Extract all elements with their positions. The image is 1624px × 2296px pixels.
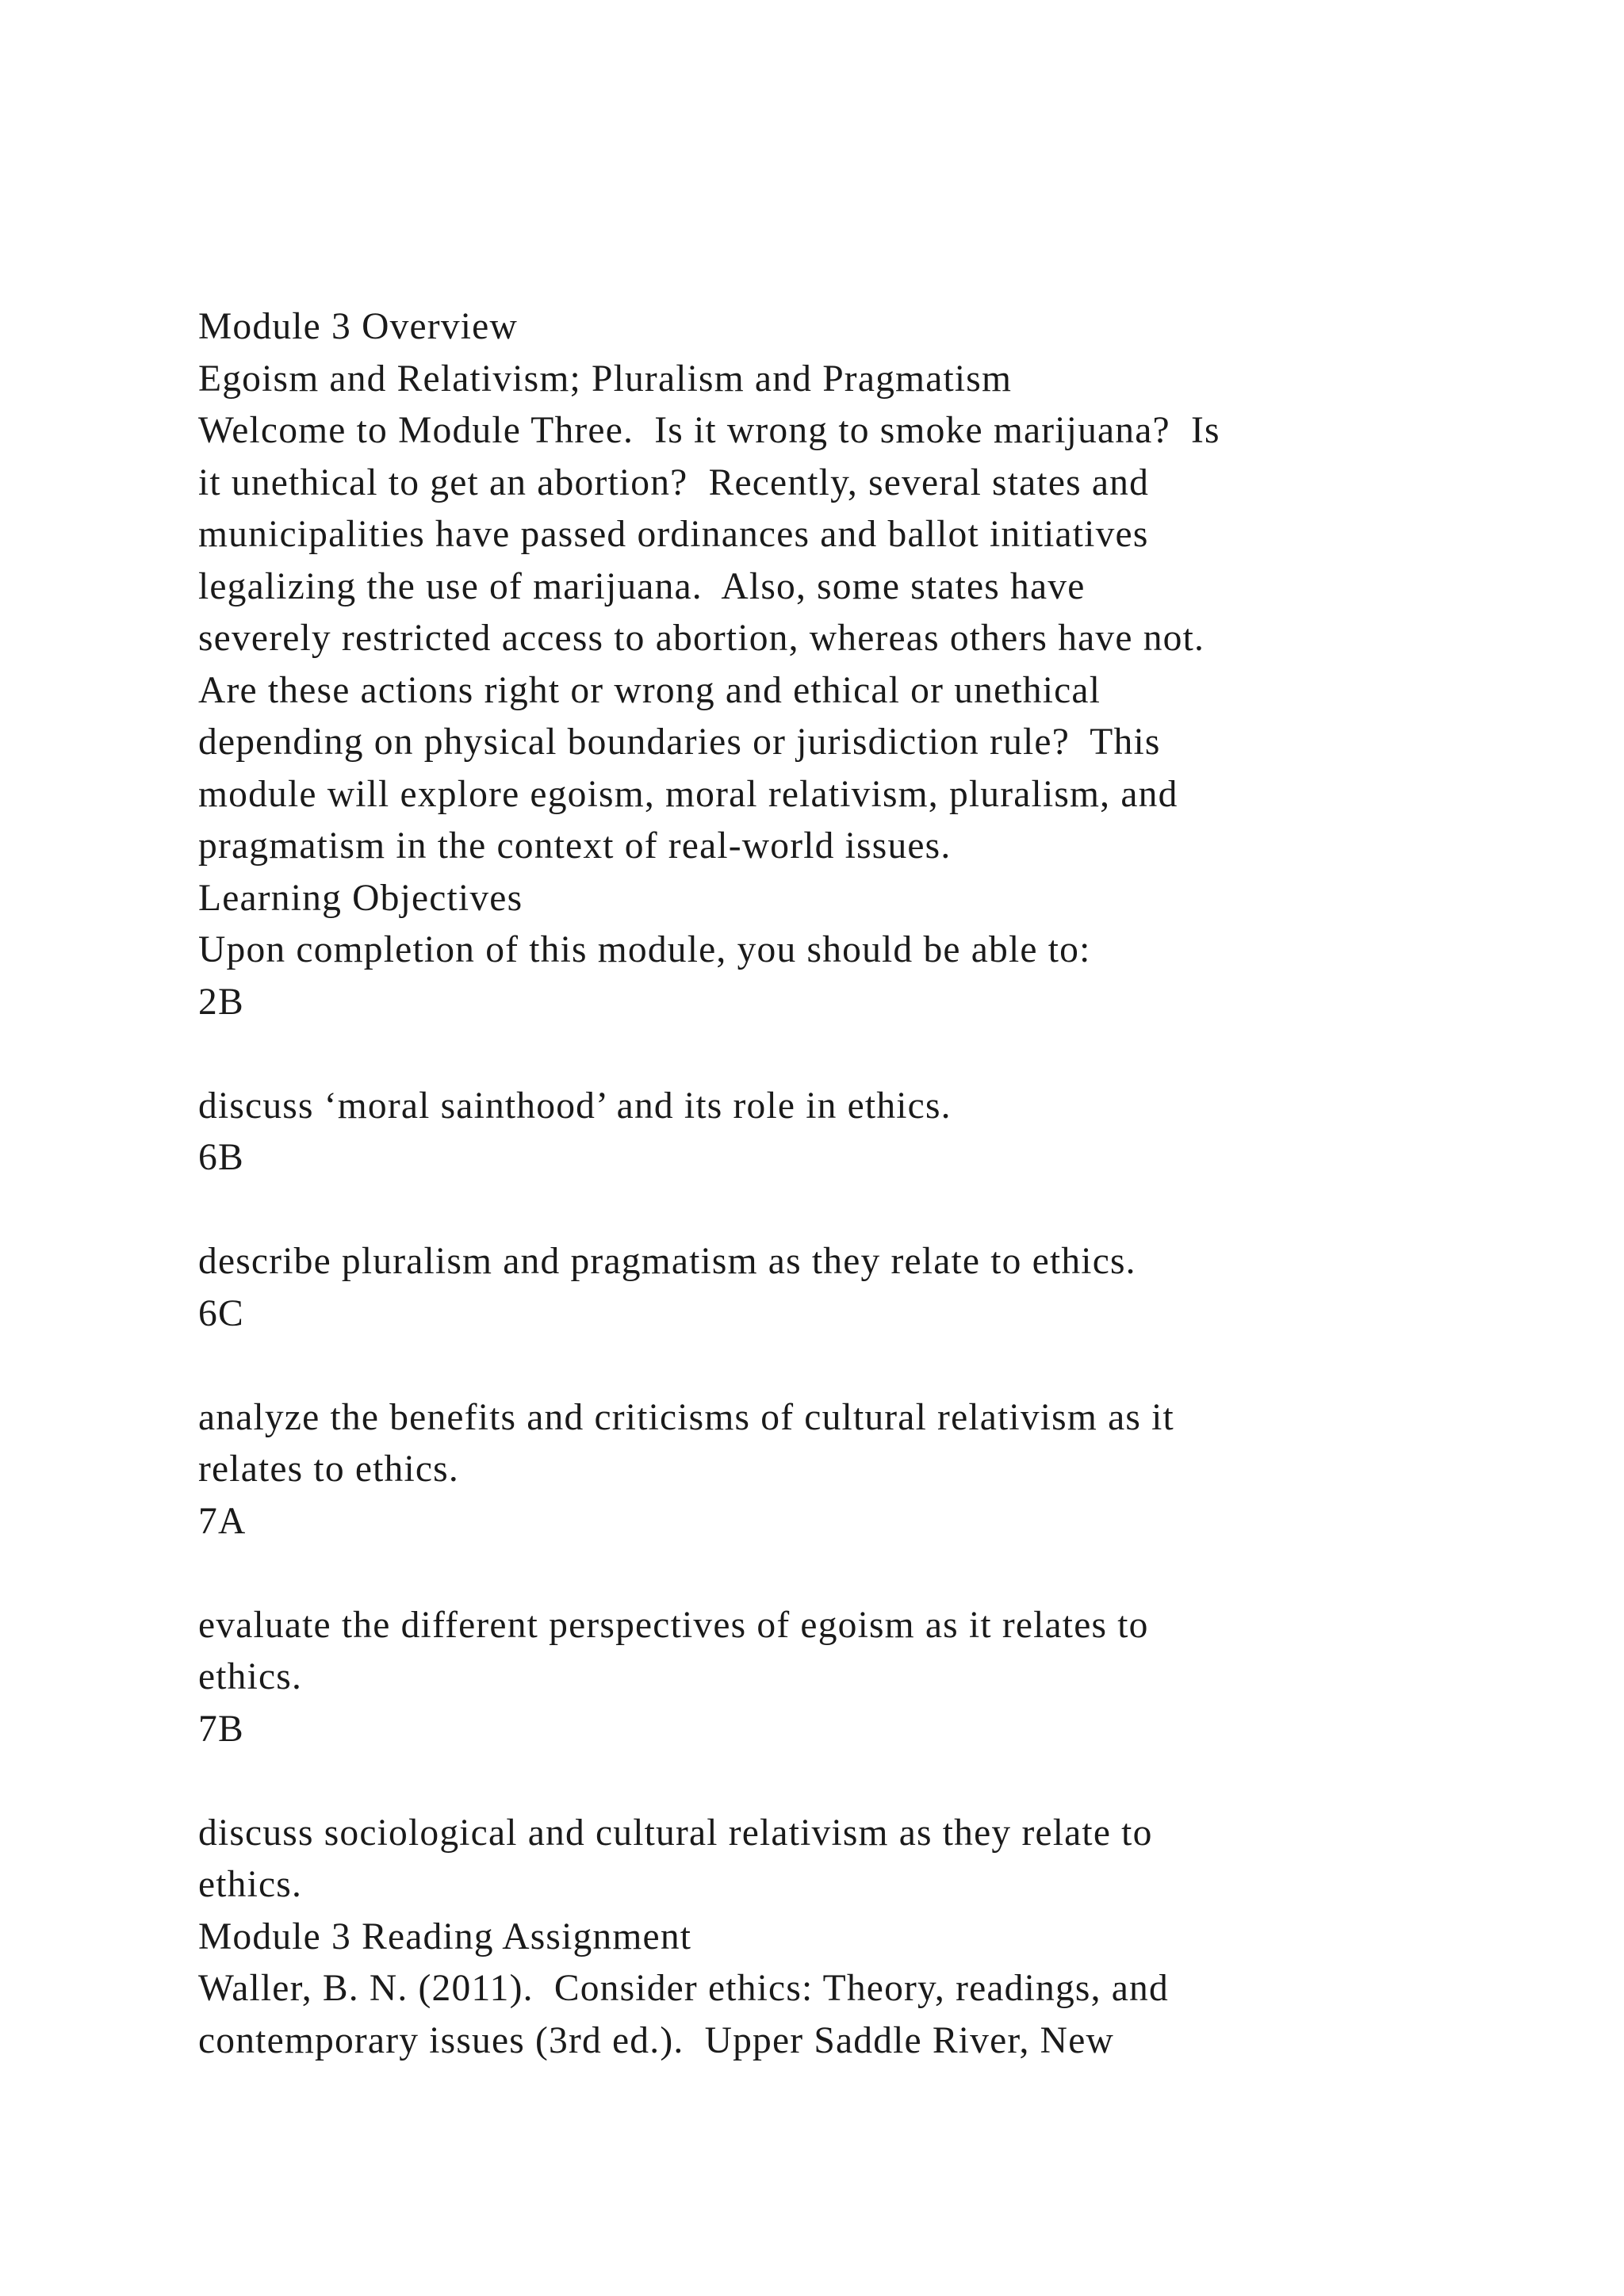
objective-code: 7B (198, 1708, 244, 1750)
intro-paragraph-line: municipalities have passed ordinances and ballot initiatives (198, 514, 1149, 555)
objective-text: ethics. (198, 1656, 303, 1697)
reading-assignment-heading: Module 3 Reading Assignment (198, 1915, 692, 1957)
blank-line (198, 1755, 1546, 1808)
learning-objectives-heading: Learning Objectives (198, 877, 523, 919)
intro-paragraph-line: Are these actions right or wrong and ethical or unethical (198, 669, 1101, 711)
objective-code: 6B (198, 1137, 244, 1178)
intro-paragraph-line: it unethical to get an abortion? Recently, several states and (198, 461, 1150, 503)
objective-text: evaluate the different perspectives of egoism as it relates to (198, 1604, 1149, 1646)
citation-line: Waller, B. N. (2011). Consider ethics: Theory, readings, and (198, 1968, 1169, 2009)
blank-line (198, 1184, 1546, 1237)
objective-text: relates to ethics. (198, 1448, 459, 1490)
intro-paragraph-line: severely restricted access to abortion, whereas others have not. (198, 618, 1205, 659)
objectives-intro: Upon completion of this module, you should be able to: (198, 929, 1091, 970)
objective-code: 6C (198, 1292, 244, 1334)
citation-line: contemporary issues (3rd ed.). Upper Saddle River, New (198, 2019, 1114, 2061)
blank-line (198, 1340, 1546, 1392)
objective-text: discuss ‘moral sainthood’ and its role in ethics. (198, 1085, 952, 1127)
document-page (198, 301, 1546, 2067)
objective-text: discuss sociological and cultural relativism as they relate to (198, 1812, 1153, 1854)
intro-paragraph-line: module will explore egoism, moral relativism, pluralism, and (198, 773, 1178, 815)
blank-line (198, 1028, 1546, 1081)
objective-text: ethics. (198, 1864, 303, 1905)
objective-text: analyze the benefits and criticisms of cultural relativism as it (198, 1396, 1174, 1438)
module-title: Module 3 Overview (198, 306, 518, 347)
objective-code: 2B (198, 981, 244, 1023)
blank-line (198, 1548, 1546, 1600)
intro-paragraph-line: Welcome to Module Three. Is it wrong to smoke marijuana? Is (198, 410, 1220, 451)
intro-paragraph-line: depending on physical boundaries or jurisdiction rule? This (198, 721, 1161, 763)
intro-paragraph-line: pragmatism in the context of real-world issues. (198, 825, 952, 867)
module-subtitle: Egoism and Relativism; Pluralism and Pragmatism (198, 358, 1013, 400)
objective-code: 7A (198, 1500, 247, 1542)
objective-text: describe pluralism and pragmatism as they relate to ethics. (198, 1241, 1136, 1282)
intro-paragraph-line: legalizing the use of marijuana. Also, some states have (198, 565, 1086, 607)
